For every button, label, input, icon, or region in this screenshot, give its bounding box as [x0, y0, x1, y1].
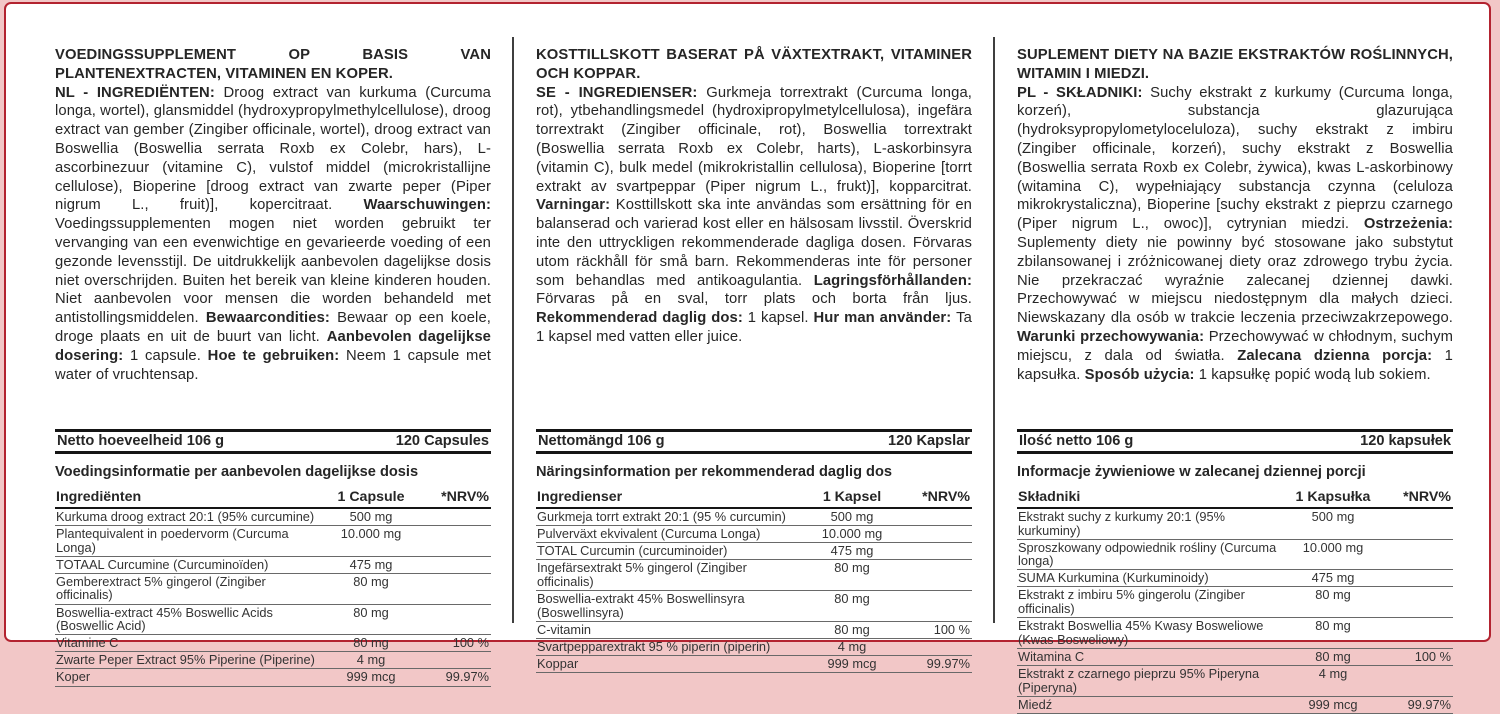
pl-nutrition-table — [1017, 488, 1453, 714]
pl-header-ingredients: Składniki — [1018, 489, 1081, 505]
se-nutrition-table — [536, 488, 972, 673]
paragraph-text: Bewaar op een koele, droge plaats en uit de buurt van licht. — [55, 310, 491, 345]
ingredient-amount: 4 mg — [837, 638, 867, 654]
se-nutrition-table-header — [536, 488, 972, 509]
ingredient-name: Gemberextract 5% gingerol (Zingiber officinalis) — [56, 573, 266, 603]
paragraph-bold-label: Lagringsförhållanden: — [813, 272, 972, 289]
ingredient-name: TOTAAL Curcumine (Curcuminoïden) — [56, 556, 269, 572]
ingredient-nrv: 100 % — [933, 621, 970, 637]
ingredient-name: SUMA Kurkumina (Kurkuminoidy) — [1018, 570, 1209, 586]
paragraph-bold-label: SE - INGREDIENSER: — [536, 84, 707, 101]
table-row — [55, 509, 491, 526]
table-row — [55, 652, 491, 669]
ingredient-name: Gurkmeja torrt extrakt 20:1 (95 % curcumin) — [537, 509, 786, 524]
nl-nutrition-table-body — [55, 509, 491, 687]
table-row — [1017, 509, 1453, 540]
paragraph-bold-label: Aanbevolen dagelijkse dosering: — [55, 328, 491, 364]
se-capsule-count: 120 Kapslar — [888, 433, 970, 449]
ingredient-name: Koppar — [537, 655, 579, 671]
nl-capsule-count: 120 Capsules — [395, 433, 489, 449]
supplement-label-panel — [4, 2, 1491, 712]
column-divider-1 — [512, 37, 514, 623]
pl-product-heading: SUPLEMENT DIETY NA BAZIE EKSTRAKTÓW ROŚLINNYCH, WITAMIN I MIEDZI. — [1017, 47, 1453, 82]
ingredient-nrv — [906, 640, 972, 654]
paragraph-text: Neem 1 capsule met water of vruchtensap. — [55, 347, 491, 383]
nl-ingredients-paragraph — [55, 84, 491, 385]
column-se — [536, 46, 972, 671]
ingredient-amount: 4 mg — [356, 652, 386, 668]
ingredient-amount: 500 mg — [830, 509, 874, 524]
pl-text-block — [1017, 46, 1453, 429]
se-header-per-capsule: 1 Kapsel — [822, 489, 882, 505]
ingredient-amount: 80 mg — [1315, 648, 1351, 664]
ingredient-nrv — [906, 527, 972, 541]
paragraph-text: Kosttillskott ska inte användas som ersättning för en balanserad och varierad kost eller en hälsosam livsstil. Överskrid inte den uttryckligen rekommenderade dagliga dosen. Förvaras utom räckhåll för små barn. Rekommenderas inte för personer som behandlas med antikoagulantia. — [536, 197, 972, 289]
ingredient-nrv — [425, 653, 491, 667]
ingredient-nrv — [1387, 619, 1453, 646]
ingredient-amount: 80 mg — [353, 604, 389, 620]
pl-net-quantity: Ilość netto 106 g — [1019, 433, 1134, 449]
ingredient-nrv — [425, 606, 491, 633]
table-row — [1017, 649, 1453, 666]
nl-text-block — [55, 46, 491, 429]
table-row — [536, 526, 972, 543]
ingredient-name: Pulverväxt ekvivalent (Curcuma Longa) — [537, 526, 761, 542]
paragraph-bold-label: Rekommenderad daglig dos: — [536, 310, 748, 327]
ingredient-name: TOTAL Curcumin (curcuminoider) — [537, 543, 728, 559]
nl-net-quantity: Netto hoeveelheid 106 g — [57, 433, 225, 449]
ingredient-nrv — [425, 558, 491, 572]
se-product-heading: KOSTTILLSKOTT BASERAT PÅ VÄXTEXTRAKT, VITAMINER OCH KOPPAR. — [536, 47, 972, 82]
table-row — [536, 560, 972, 591]
paragraph-text: 1 kapsułkę popić wodą lub sokiem. — [1198, 366, 1431, 383]
paragraph-text: Suplementy diety nie powinny być stosowane jako substytut zbilansowanej i zróżnicowanej diety oraz zdrowego trybu życia. Nie przekraczać wyraźnie zalecanej dziennej dawki. Przechowywać w miejscu niedostępnym dla małych dzieci. Niewskazany dla osób w trakcie leczenia przeciwzakrzepowego. — [1017, 234, 1453, 327]
ingredient-nrv: 99.97% — [445, 669, 489, 685]
table-row — [55, 669, 491, 686]
ingredient-nrv: 100 % — [1414, 648, 1451, 664]
nl-nutrition-info-title: Voedingsinformatie per aanbevolen dagelijkse dosis — [55, 464, 419, 480]
paragraph-text: Ta 1 kapsel med vatten eller juice. — [536, 310, 972, 345]
paragraph-text: 1 capsule. — [130, 347, 208, 364]
ingredient-amount: 10.000 mg — [1302, 539, 1364, 555]
ingredient-nrv — [906, 510, 972, 524]
nl-net-quantity-bar — [55, 429, 491, 454]
paragraph-bold-label: Hur man använder: — [813, 310, 957, 327]
paragraph-bold-label: Waarschuwingen: — [363, 197, 491, 214]
ingredient-nrv — [425, 527, 491, 554]
paragraph-bold-label: Varningar: — [536, 197, 616, 214]
ingredient-name: Ekstrakt z imbiru 5% gingerolu (Zingiber officinalis) — [1018, 587, 1245, 617]
ingredient-amount: 80 mg — [834, 560, 870, 576]
ingredient-name: Ingefärsextrakt 5% gingerol (Zingiber officinalis) — [537, 560, 747, 589]
table-row — [536, 622, 972, 639]
table-row — [55, 635, 491, 652]
paragraph-bold-label: NL - INGREDIËNTEN: — [55, 84, 224, 101]
nl-nutrition-table-header — [55, 488, 491, 509]
paragraph-text: Gurkmeja torrextrakt (Curcuma longa, rot), ytbehandlingsmedel (hydroxipropylmetylcellulosa), ingefära torrextrakt (Zingiber officinale, rot), Boswellia torrextrakt (Boswellia serrata Roxb ex Colebr, harts), L-askorbinsyra (vitamin C), bulk medel (mikrokristallin cellulosa), Bioperine [torrt extrakt av svartpeppar (Piper nigrum L., frukt)], kopparcitrat. — [536, 84, 972, 195]
ingredient-nrv — [906, 544, 972, 558]
ingredient-name: Koper — [56, 669, 91, 685]
ingredient-amount: 500 mg — [349, 509, 393, 524]
se-nutrition-table-body — [536, 509, 972, 673]
table-row — [55, 526, 491, 557]
paragraph-text: Voedingssupplementen mogen niet worden gebruikt ter vervanging van een evenwichtige en gevarieerde voeding of een gezonde levensstijl. De uitdrukkelijk aanbevolen dagelijkse dosis niet overschrijden. Buiten het bereik van kleine kinderen houden. Niet aanbevolen voor mensen die worden behandeld met antistollingsmiddelen. — [55, 216, 491, 327]
ingredient-name: Boswellia-extrakt 45% Boswellinsyra (Boswellinsyra) — [537, 590, 745, 620]
ingredient-nrv — [425, 510, 491, 524]
table-row — [55, 557, 491, 574]
ingredient-amount: 80 mg — [834, 621, 870, 637]
ingredient-amount: 500 mg — [1311, 509, 1355, 524]
ingredient-name: Plantequivalent in poedervorm (Curcuma Longa) — [56, 526, 289, 555]
nl-nutrition-table — [55, 488, 491, 687]
nl-header-ingredients: Ingrediënten — [56, 489, 142, 505]
ingredient-name: Sproszkowany odpowiednik rośliny (Curcuma longa) — [1018, 539, 1277, 569]
pl-ingredients-paragraph — [1017, 84, 1453, 385]
ingredient-amount: 80 mg — [353, 573, 389, 589]
paragraph-bold-label: Warunki przechowywania: — [1017, 328, 1209, 345]
ingredient-amount: 10.000 mg — [340, 526, 402, 542]
ingredient-amount: 999 mcg — [346, 669, 396, 685]
table-row — [1017, 587, 1453, 618]
paragraph-text: Förvaras på en sval, torr plats och borta från ljus. — [536, 291, 972, 308]
paragraph-bold-label: Ostrzeżenia: — [1363, 216, 1453, 233]
se-text-block — [536, 46, 972, 429]
ingredient-name: Boswellia-extract 45% Boswellic Acids (Boswellic Acid) — [56, 604, 273, 634]
table-row — [536, 656, 972, 673]
pl-nutrition-info-title: Informacje żywieniowe w zalecanej dziennej porcji — [1017, 464, 1366, 480]
pl-header-per-capsule: 1 Kapsułka — [1295, 489, 1371, 505]
ingredient-nrv: 100 % — [452, 635, 489, 651]
pl-net-quantity-bar — [1017, 429, 1453, 454]
pl-capsule-count: 120 kapsułek — [1360, 433, 1451, 449]
paragraph-text: Przechowywać w chłodnym, suchym miejscu, z dala od światła. — [1017, 328, 1453, 364]
table-row — [536, 543, 972, 560]
column-pl — [1017, 46, 1453, 712]
se-net-quantity-bar — [536, 429, 972, 454]
table-row — [55, 605, 491, 636]
table-row — [1017, 618, 1453, 649]
ingredient-nrv — [1387, 510, 1453, 537]
table-row — [536, 591, 972, 622]
ingredient-nrv — [906, 561, 972, 588]
ingredient-amount: 4 mg — [1318, 665, 1348, 681]
ingredient-nrv: 99.97% — [1407, 696, 1451, 712]
ingredient-name: Zwarte Peper Extract 95% Piperine (Piperine) — [56, 652, 315, 668]
nl-product-heading: VOEDINGSSUPPLEMENT OP BASIS VAN PLANTENEXTRACTEN, VITAMINEN EN KOPER. — [55, 47, 491, 82]
ingredient-name: C-vitamin — [537, 621, 592, 637]
nl-header-per-capsule: 1 Capsule — [337, 489, 405, 505]
ingredient-amount: 80 mg — [834, 590, 870, 606]
paragraph-text: 1 kapsułka. — [1017, 347, 1453, 383]
ingredient-nrv — [1387, 588, 1453, 615]
nl-header-nrv: *NRV% — [441, 489, 489, 505]
column-nl — [55, 46, 491, 685]
ingredient-name: Ekstrakt suchy z kurkumy 20:1 (95% kurkuminy) — [1018, 509, 1225, 538]
ingredient-nrv — [906, 592, 972, 619]
ingredient-amount: 80 mg — [1315, 587, 1351, 603]
se-ingredients-paragraph — [536, 84, 972, 347]
ingredient-name: Ekstrakt Boswellia 45% Kwasy Bosweliowe (Kwas Bosweliowy) — [1018, 618, 1264, 647]
se-net-quantity: Nettomängd 106 g — [538, 433, 665, 449]
paragraph-text: Suchy ekstrakt z kurkumy (Curcuma longa, korzeń), substancja glazurująca (hydroksypropylometyloceluloza), suchy ekstrakt z imbiru (Zingiber officinale, korzeń), suchy ekstrakt z Boswellia (Boswellia serrata Roxb ex Colebr, żywica), kwas L-askorbinowy (witamina C), wypełniający substancja czynna (celuloza mikrokrystaliczna), Bioperine [suchy ekstrakt z pieprzu czarnego (Piper nigrum L., owoc)], cytrynian miedzi. — [1017, 84, 1453, 233]
ingredient-name: Miedź — [1018, 696, 1053, 712]
ingredient-nrv — [1387, 667, 1453, 694]
ingredient-amount: 475 mg — [830, 543, 874, 559]
column-divider-2 — [993, 37, 995, 623]
paragraph-text: Droog extract van kurkuma (Curcuma longa, wortel), glansmiddel (hydroxypropylmethylcellulose), droog extract van gember (Zingiber officinale, wortel), droog extract van Boswellia (Boswellia serrata Roxb ex Colebr, hars), L-ascorbinezuur (vitamine C), vulstof middel (microkristallijne cellulose), Bioperine [droog extract van zwarte peper (Piper nigrum L., fruit)], kopercitraat. — [55, 84, 491, 214]
ingredient-amount: 80 mg — [353, 635, 389, 651]
ingredient-nrv: 99.97% — [926, 655, 970, 671]
ingredient-amount: 999 mcg — [1308, 696, 1358, 712]
table-row — [536, 509, 972, 526]
table-row — [1017, 540, 1453, 571]
ingredient-name: Vitamine C — [56, 635, 119, 651]
ingredient-nrv — [1387, 571, 1453, 585]
paragraph-bold-label: Sposób użycia: — [1084, 366, 1199, 383]
ingredient-amount: 475 mg — [1311, 570, 1355, 586]
ingredient-nrv — [1387, 541, 1453, 568]
ingredient-name: Witamina C — [1018, 648, 1085, 664]
table-row — [1017, 666, 1453, 697]
ingredient-nrv — [425, 575, 491, 602]
pl-header-nrv: *NRV% — [1403, 489, 1451, 505]
ingredient-amount: 999 mcg — [827, 655, 877, 671]
ingredient-name: Svartpepparextrakt 95 % piperin (piperin) — [537, 638, 771, 654]
pl-nutrition-table-body — [1017, 509, 1453, 714]
table-row — [1017, 697, 1453, 714]
ingredient-name: Ekstrakt z czarnego pieprzu 95% Piperyna (Piperyna) — [1018, 665, 1260, 695]
se-header-ingredients: Ingredienser — [537, 489, 623, 505]
paragraph-bold-label: Hoe te gebruiken: — [207, 347, 347, 364]
paragraph-bold-label: PL - SKŁADNIKI: — [1017, 84, 1151, 101]
se-nutrition-info-title: Näringsinformation per rekommenderad daglig dos — [536, 464, 892, 480]
ingredient-amount: 475 mg — [349, 556, 393, 572]
ingredient-amount: 80 mg — [1315, 618, 1351, 634]
table-row — [55, 574, 491, 605]
paragraph-text: 1 kapsel. — [747, 310, 814, 327]
pl-nutrition-table-header — [1017, 488, 1453, 509]
se-header-nrv: *NRV% — [922, 489, 970, 505]
table-row — [536, 639, 972, 656]
ingredient-name: Kurkuma droog extract 20:1 (95% curcumine) — [56, 509, 315, 524]
ingredient-amount: 10.000 mg — [821, 526, 883, 542]
paragraph-bold-label: Bewaarcondities: — [205, 310, 338, 327]
paragraph-bold-label: Zalecana dzienna porcja: — [1237, 347, 1445, 364]
table-row — [1017, 570, 1453, 587]
